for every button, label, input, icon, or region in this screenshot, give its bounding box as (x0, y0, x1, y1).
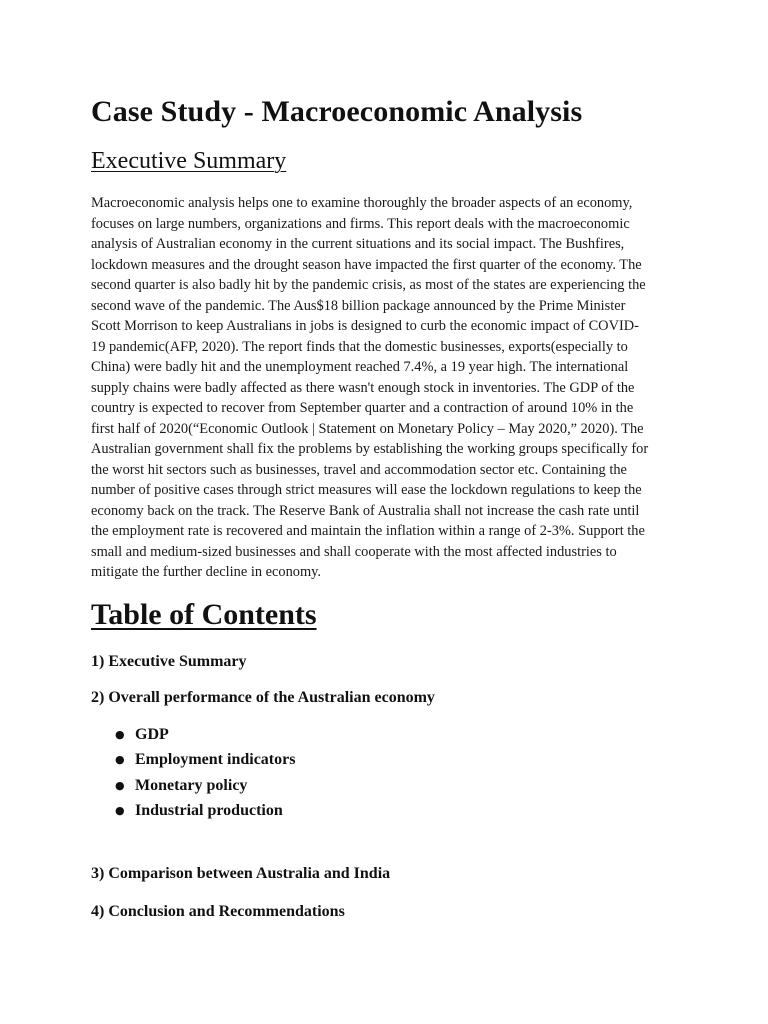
summary-line: supply chains were badly affected as there wasn't enough stock in inventories. The GDP of the (91, 379, 635, 396)
toc-sub-item-label: GDP (135, 726, 169, 743)
summary-line: Macroeconomic analysis helps one to examine thoroughly the broader aspects of an economy, (91, 195, 633, 211)
bullet-icon: ● (115, 728, 125, 741)
toc-sub-list (91, 724, 295, 825)
summary-line: Scott Morrison to keep Australians in jobs is designed to curb the economic impact of COVID- (91, 318, 639, 334)
summary-line: the employment rate is recovered and maintain the inflation within a range of 2-3%. Support the (91, 523, 645, 539)
summary-line: second wave of the pandemic. The Aus$18 billion package announced by the Prime Minister (91, 297, 626, 314)
document-title: Case Study - Macroeconomic Analysis (91, 95, 583, 128)
toc-item-conclusion: 4) Conclusion and Recommendations (91, 903, 345, 920)
toc-sub-item-employment-indicators (91, 749, 295, 774)
summary-line: focuses on large numbers, organizations and firms. This report deals with the macroeconomic (91, 215, 630, 232)
toc-item-executive-summary: 1) Executive Summary (91, 653, 247, 670)
summary-line: the worst hit sectors such as businesses, travel and accommodation sector etc. Containing the (91, 461, 627, 478)
summary-line: China) were badly hit and the unemployment reached 7.4%, a 19 year high. The international (91, 359, 629, 375)
toc-sub-item-label: Industrial production (135, 801, 283, 819)
toc-sub-item-label: Employment indicators (135, 751, 296, 769)
executive-summary-heading: Executive Summary (91, 148, 287, 174)
bullet-icon: ● (115, 753, 125, 767)
summary-line: small and medium-sized businesses and shall cooperate with the most affected industries to (91, 543, 617, 560)
toc-sub-item-label: Monetary policy (135, 776, 248, 794)
summary-line: Australian government shall fix the problems by establishing the working groups specifically for (91, 441, 649, 457)
summary-line: analysis of Australian economy in the current situations and its social impact. The Bushfires, (91, 236, 625, 252)
summary-line: second quarter is also badly hit by the pandemic crisis, as most of the states are experiencing the (91, 277, 646, 293)
executive-summary-paragraph (91, 193, 681, 583)
toc-sub-item-monetary-policy (91, 775, 295, 800)
summary-line: mitigate the further decline in economy. (91, 564, 322, 580)
toc-sub-item-industrial-production (91, 800, 295, 825)
toc-sub-item-gdp (91, 724, 295, 749)
summary-line: first half of 2020(“Economic Outlook | Statement on Monetary Policy – May 2020,” 2020). The (91, 420, 644, 437)
bullet-icon: ● (115, 803, 125, 817)
toc-item-overall-performance: 2) Overall performance of the Australian economy (91, 689, 435, 706)
bullet-icon: ● (115, 778, 125, 792)
toc-item-comparison: 3) Comparison between Australia and India (91, 865, 391, 882)
summary-line: country is expected to recover from September quarter and a contraction of around 10% in the (91, 400, 634, 416)
summary-line: lockdown measures and the drought season have impacted the first quarter of the economy. The (91, 256, 642, 273)
table-of-contents-heading: Table of Contents (91, 598, 317, 631)
summary-line: economy back on the track. The Reserve Bank of Australia shall not increase the cash rate until (91, 502, 640, 519)
summary-line: 19 pandemic(AFP, 2020). The report finds that the domestic businesses, exports(especially to (91, 338, 628, 355)
summary-line: number of positive cases through strict measures will ease the lockdown regulations to keep the (91, 482, 642, 498)
